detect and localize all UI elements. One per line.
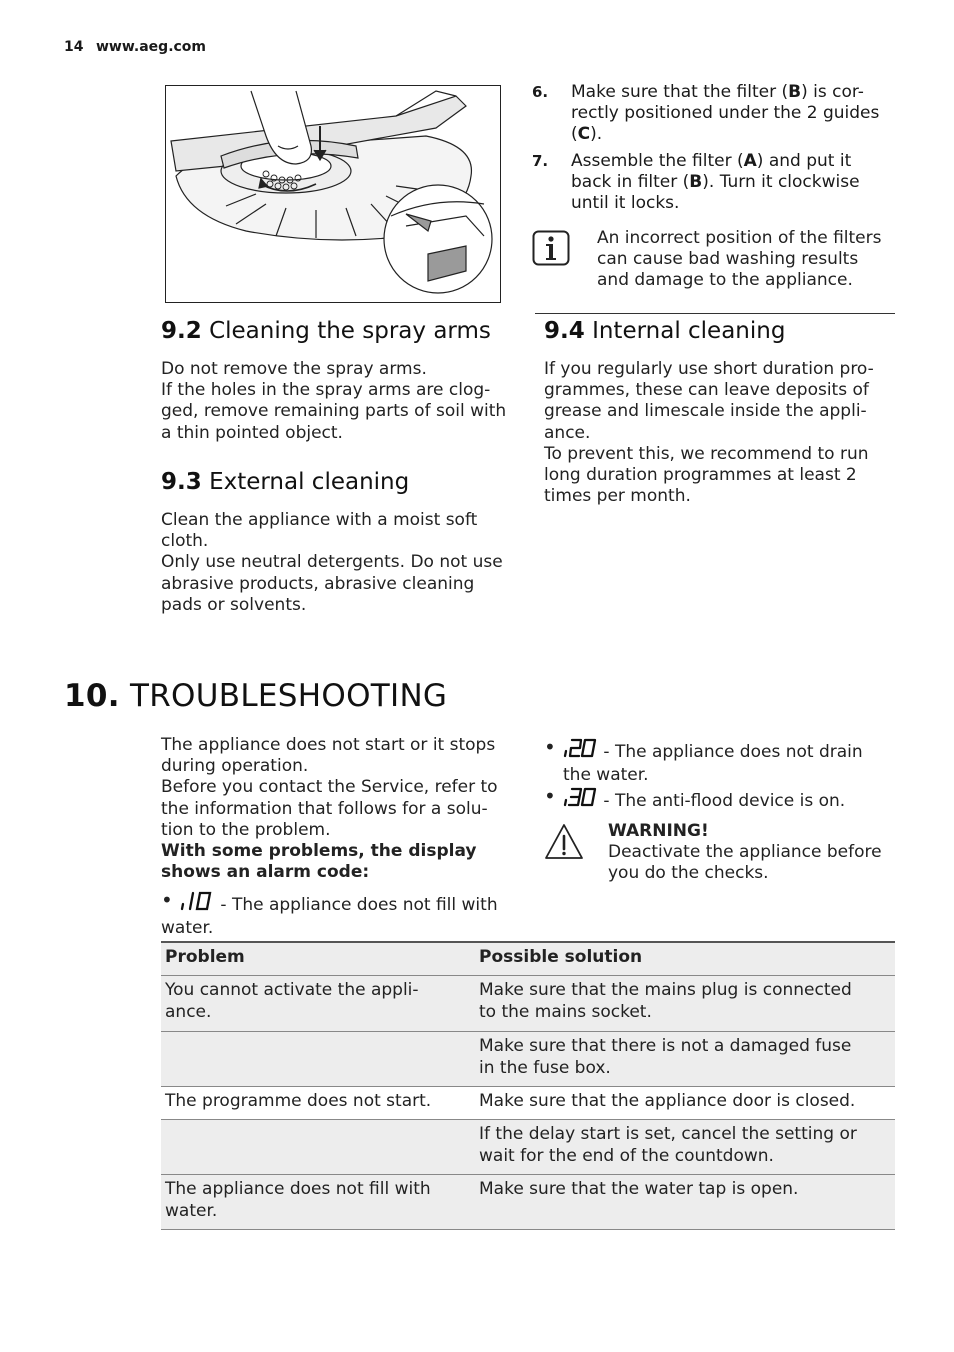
alarm-code-display-icon [179,890,215,918]
divider [535,313,895,314]
warning-text: WARNING! Deactivate the appliance before you do the checks. [608,821,898,885]
alarm-item-i30 [544,786,904,814]
info-note-text: An incorrect position of the filters can cause bad washing results and damage to the appliance. [597,228,882,291]
step-7 [532,151,892,217]
section-9-4-heading: 9.4 Internal cleaning [544,318,786,344]
troubleshooting-table [161,941,895,1230]
table-header-row [161,942,895,976]
alarm-text: - The appliance does not drain [598,742,863,762]
solution-cell: Make sure that there is not a damaged fuse in the fuse box. [475,1032,895,1087]
section-9-3-heading: 9.3 External cleaning [161,469,410,495]
problem-cell: The appliance does not fill with water. [161,1175,475,1230]
bullet-icon: • [544,784,556,808]
bullet-icon: • [161,888,173,912]
bullet-icon: • [544,735,556,759]
column-header-problem: Problem [161,942,475,976]
column-header-solution: Possible solution [475,942,895,976]
problem-cell [161,1120,475,1175]
page-number: 14 [64,39,84,55]
section-9-4-body: If you regularly use short duration pro- grammes, these can leave deposits of grease and limescale inside the appli- ance. To prevent this, we recommend to run long duration programmes at least 2 times per month. [544,359,874,507]
problem-cell [161,1032,475,1087]
table-row [161,1032,895,1087]
warning-triangle-icon [543,822,585,862]
warning-title: WARNING! [608,821,709,841]
table-row [161,1120,895,1175]
solution-cell: Make sure that the appliance door is closed. [475,1087,895,1120]
step-text: Assemble the filter (A) and put it back in filter (B). Turn it clockwise until it locks. [571,151,860,214]
section-9-2-heading: 9.2 Cleaning the spray arms [161,318,491,344]
troubleshooting-intro: The appliance does not start or it stops during operation. Before you contact the Service, refer to the information that follows for a solu- tion to the problem. With some problems, the display shows an alarm code: [161,735,498,883]
info-icon [532,230,572,268]
alarm-text-continued: water. [161,918,214,939]
alarm-text: - The anti-flood device is on. [598,791,846,811]
solution-cell: Make sure that the water tap is open. [475,1175,895,1230]
section-9-3-body: Clean the appliance with a moist soft cloth. Only use neutral detergents. Do not use abrasive products, abrasive cleaning pads or solvents. [161,510,503,615]
alarm-code-display-icon [562,737,598,765]
problem-cell: The programme does not start. [161,1087,475,1120]
alarm-text: - The appliance does not fill with [215,895,498,915]
step-number: 7. [532,152,549,170]
alarm-text-continued: the water. [563,765,649,786]
step-text: Make sure that the filter (B) is cor- rectly positioned under the 2 guides (C). [571,82,880,145]
step-6 [532,82,892,148]
alarm-item-i20 [544,737,904,786]
table-row [161,976,895,1032]
table-row [161,1175,895,1230]
alarm-code-display-icon [562,786,598,814]
table-row [161,1087,895,1120]
section-9-2-body: Do not remove the spray arms. If the holes in the spray arms are clog- ged, remove remaining parts of soil with a thin pointed object. [161,359,507,443]
step-number: 6. [532,83,549,101]
website-url[interactable]: www.aeg.com [96,39,207,55]
filter-assembly-illustration [165,85,501,303]
chapter-10-heading: 10. TROUBLESHOOTING [64,678,448,714]
solution-cell: If the delay start is set, cancel the setting or wait for the end of the countdown. [475,1120,895,1175]
problem-cell: You cannot activate the appli- ance. [161,976,475,1032]
solution-cell: Make sure that the mains plug is connected to the mains socket. [475,976,895,1032]
alarm-item-i10 [161,890,521,939]
